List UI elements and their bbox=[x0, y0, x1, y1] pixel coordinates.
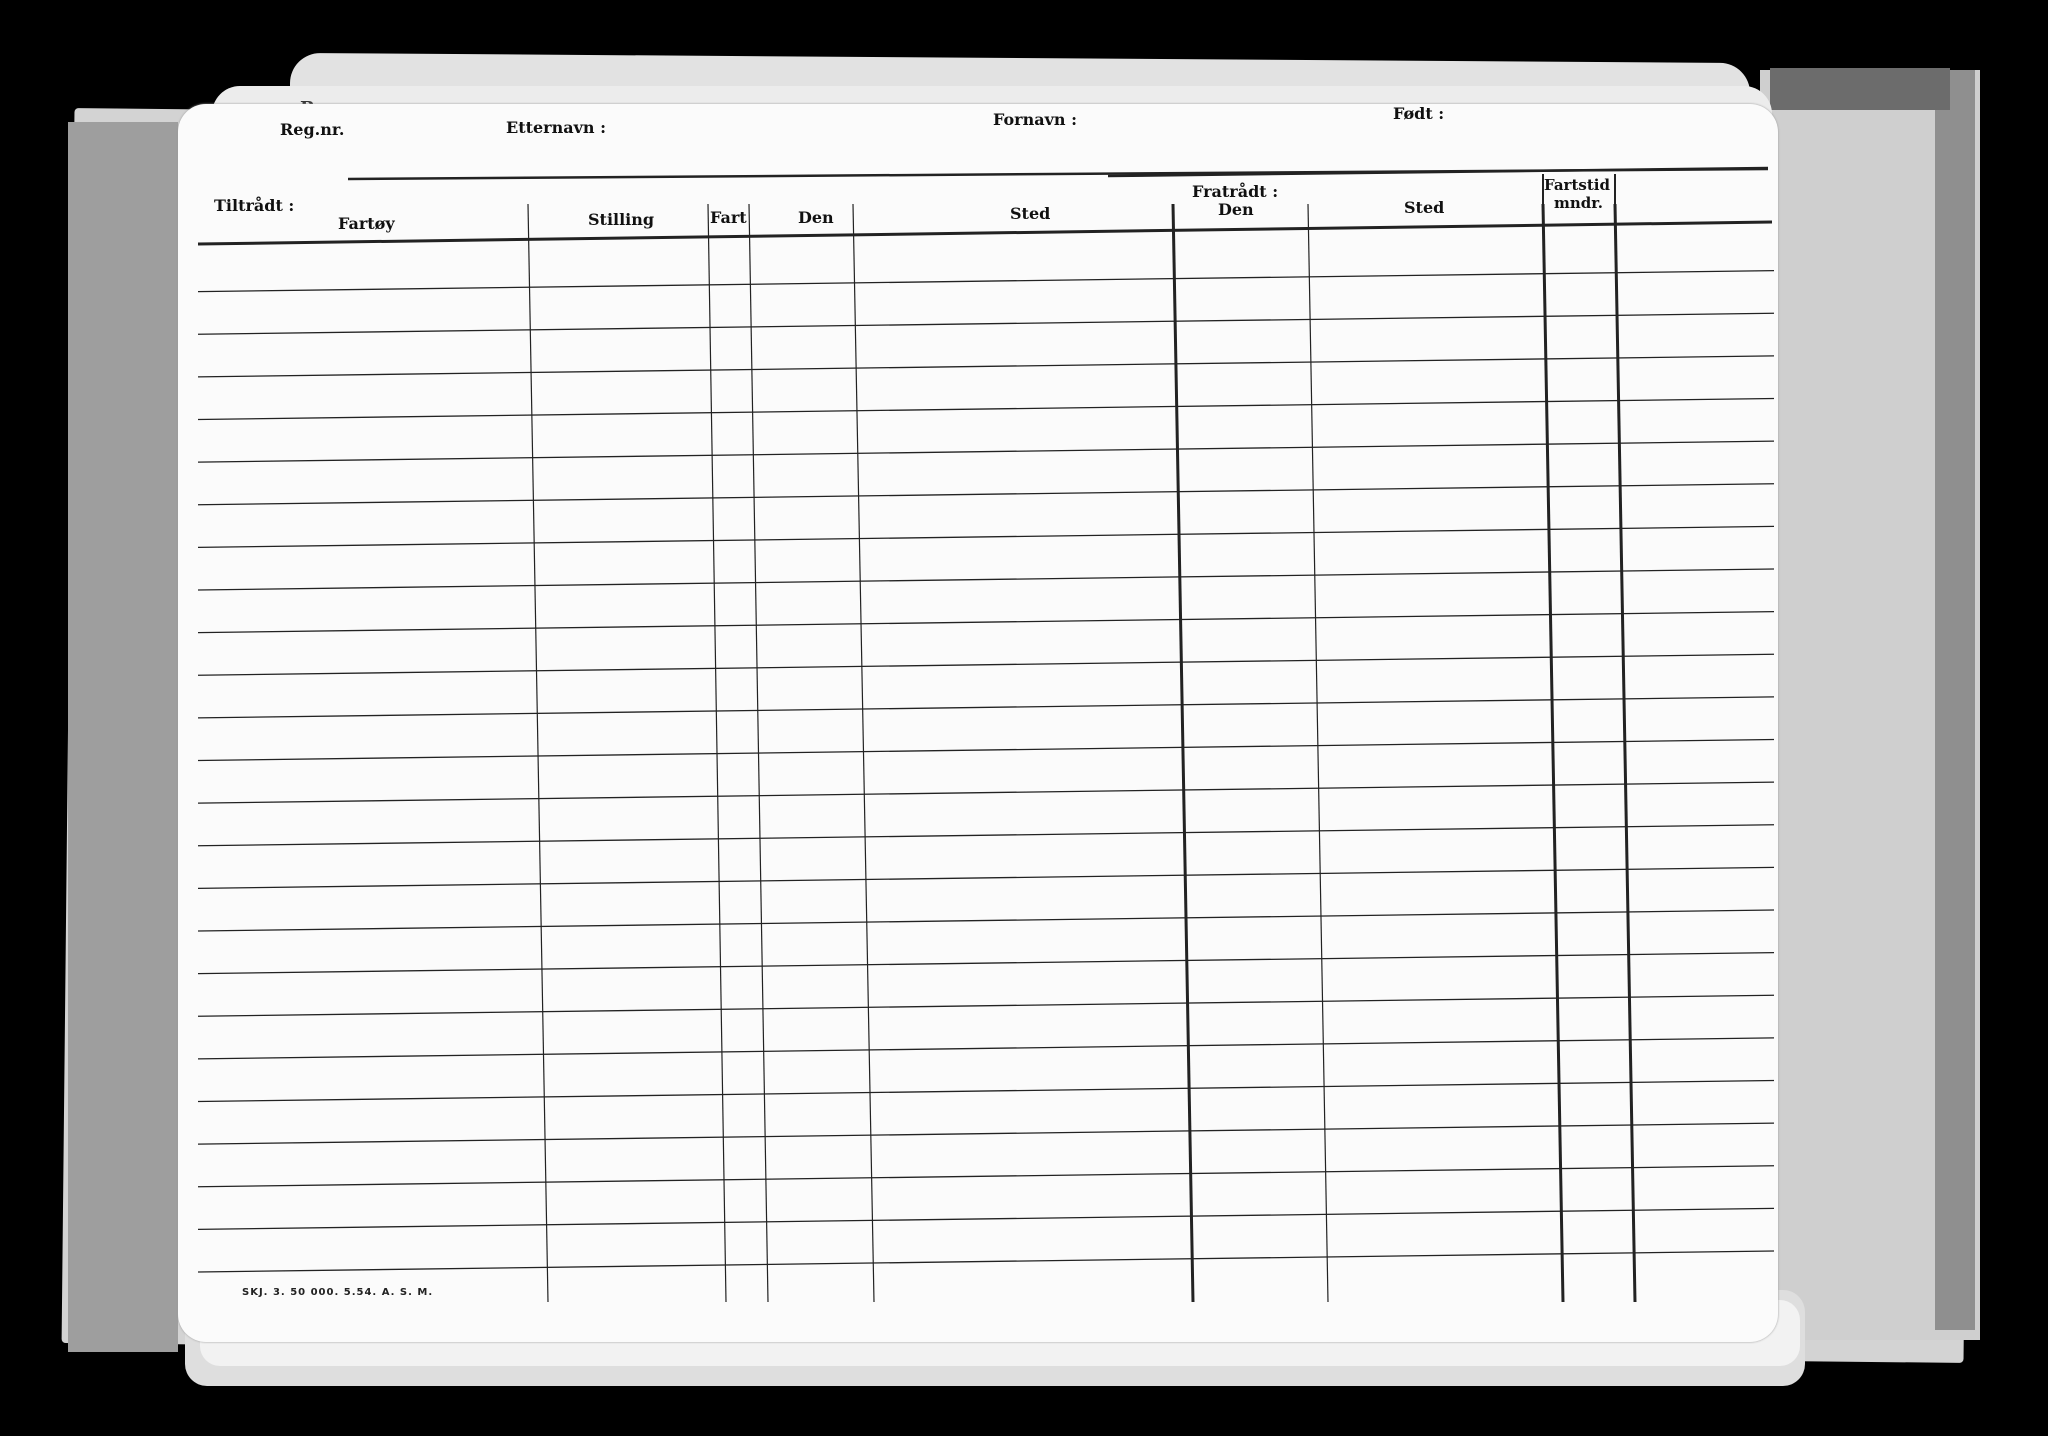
row-rule bbox=[198, 441, 1774, 462]
sted-header-2: Sted bbox=[1404, 198, 1445, 217]
row-rule bbox=[198, 825, 1774, 846]
fratradt-label: Fratrådt : bbox=[1192, 182, 1279, 201]
sted-header-1: Sted bbox=[1010, 204, 1051, 223]
fartoy-header: Fartøy bbox=[338, 214, 395, 233]
row-rule bbox=[198, 313, 1774, 334]
reg-nr-label: Reg.nr. bbox=[280, 120, 345, 139]
row-rule bbox=[198, 612, 1774, 633]
column-divider bbox=[1308, 204, 1328, 1302]
row-rule bbox=[198, 953, 1774, 974]
fodt-label: Født : bbox=[1393, 104, 1445, 123]
etternavn-label: Etternavn : bbox=[506, 118, 606, 137]
row-rule bbox=[198, 995, 1774, 1016]
den-header-1: Den bbox=[798, 208, 834, 227]
ruled-grid bbox=[178, 104, 1778, 1342]
row-rule bbox=[198, 740, 1774, 761]
row-rule bbox=[198, 1251, 1774, 1272]
row-rule bbox=[198, 1038, 1774, 1059]
row-rule bbox=[198, 569, 1774, 590]
row-rule bbox=[198, 271, 1774, 292]
fart-header: Fart bbox=[710, 208, 747, 227]
row-rule bbox=[198, 1166, 1774, 1187]
row-rule bbox=[198, 399, 1774, 420]
column-divider bbox=[1615, 204, 1635, 1302]
folder-right-edge bbox=[1935, 70, 1975, 1330]
tiltradt-label: Tiltrådt : bbox=[214, 196, 295, 215]
column-divider bbox=[853, 204, 874, 1302]
row-rule bbox=[198, 1081, 1774, 1102]
stilling-header: Stilling bbox=[588, 210, 655, 229]
fartstid-header: Fartstid bbox=[1544, 176, 1610, 194]
row-rule bbox=[198, 867, 1774, 888]
column-divider bbox=[528, 204, 548, 1302]
row-rule bbox=[198, 1123, 1774, 1144]
folder-top-tab bbox=[1770, 68, 1950, 110]
record-card bbox=[178, 104, 1778, 1342]
row-rule bbox=[198, 654, 1774, 675]
row-rule bbox=[198, 526, 1774, 547]
print-code: SKJ. 3. 50 000. 5.54. A. S. M. bbox=[242, 1287, 434, 1298]
column-header-rule bbox=[198, 222, 1772, 244]
row-rule bbox=[198, 910, 1774, 931]
column-divider bbox=[1543, 204, 1563, 1302]
row-rule bbox=[198, 484, 1774, 505]
fornavn-label: Fornavn : bbox=[993, 110, 1077, 129]
column-divider bbox=[1173, 204, 1193, 1302]
den-header-2: Den bbox=[1218, 200, 1254, 219]
row-rule bbox=[198, 356, 1774, 377]
row-rule bbox=[198, 697, 1774, 718]
row-rule bbox=[198, 782, 1774, 803]
row-rule bbox=[198, 1208, 1774, 1229]
folder-left-edge bbox=[68, 122, 178, 1352]
mndr-header: mndr. bbox=[1554, 194, 1604, 212]
